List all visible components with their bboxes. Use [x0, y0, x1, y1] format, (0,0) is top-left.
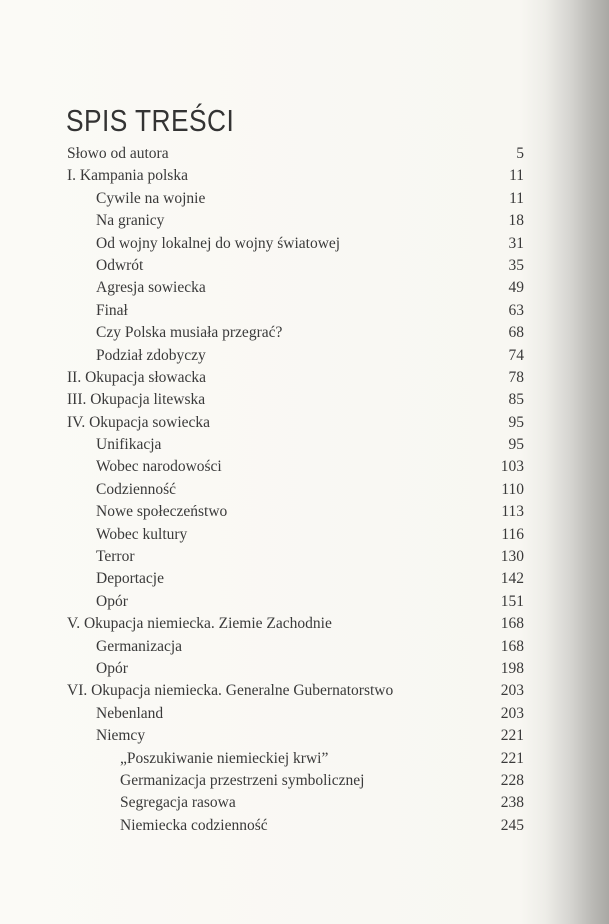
toc-entry: [0, 167, 609, 189]
toc-entry-page-number: 221: [500, 749, 524, 767]
toc-entry-page-number: 49: [508, 279, 524, 297]
toc-entry: [0, 481, 609, 503]
toc-entry-title: VI. Okupacja niemiecka. Generalne Gubernatorstwo: [67, 682, 394, 700]
toc-entry-title: Odwrót: [96, 256, 144, 274]
toc-entry-page-number: 110: [501, 480, 524, 498]
toc-entry-title: „Poszukiwanie niemieckiej krwi”: [120, 749, 329, 767]
toc-entry-title: Agresja sowiecka: [96, 279, 206, 297]
toc-entry: [0, 593, 609, 615]
toc-entry: [0, 638, 609, 660]
toc-entry: [0, 145, 609, 167]
toc-entry-title: Cywile na wojnie: [96, 189, 206, 207]
toc-entry: [0, 302, 609, 324]
toc-entry: [0, 190, 609, 212]
toc-entry-page-number: 151: [500, 592, 524, 610]
toc-entry: [0, 682, 609, 704]
toc-entry-title: V. Okupacja niemiecka. Ziemie Zachodnie: [67, 615, 332, 633]
toc-entry-page-number: 85: [508, 391, 524, 409]
toc-entry-title: Unifikacja: [96, 436, 162, 454]
toc-entry: [0, 257, 609, 279]
toc-entry-page-number: 5: [516, 145, 524, 162]
toc-entry-title: Germanizacja: [96, 637, 183, 655]
toc-entry-title: I. Kampania polska: [67, 167, 188, 185]
toc-entry-page-number: 74: [508, 346, 524, 364]
toc-entry: [0, 212, 609, 234]
toc-entry-title: Wobec narodowości: [96, 458, 222, 476]
table-of-contents: [0, 145, 609, 839]
toc-entry: [0, 548, 609, 570]
toc-entry-page-number: 31: [508, 234, 524, 252]
toc-entry: [0, 391, 609, 413]
toc-entry-page-number: 130: [500, 548, 524, 566]
toc-entry-page-number: 203: [500, 682, 524, 700]
toc-entry-page-number: 113: [501, 503, 524, 521]
toc-entry-title: Deportacje: [96, 570, 164, 588]
toc-entry-page-number: 245: [500, 816, 524, 834]
toc-entry-title: Niemcy: [96, 727, 146, 745]
toc-entry: [0, 794, 609, 816]
toc-entry-title: Nowe społeczeństwo: [96, 503, 228, 521]
toc-entry-page-number: 35: [508, 256, 524, 274]
toc-entry: [0, 369, 609, 391]
toc-entry-title: III. Okupacja litewska: [67, 391, 206, 409]
toc-entry: [0, 436, 609, 458]
toc-entry-page-number: 103: [500, 458, 524, 476]
page-title: SPIS TREŚCI: [66, 102, 235, 138]
toc-entry-title: Segregacja rasowa: [120, 794, 236, 812]
toc-entry: [0, 817, 609, 839]
toc-entry-page-number: 18: [508, 212, 524, 230]
toc-entry: [0, 458, 609, 480]
toc-entry: [0, 750, 609, 772]
toc-entry-title: Codzienność: [96, 480, 177, 498]
toc-entry: [0, 615, 609, 637]
toc-entry: [0, 414, 609, 436]
toc-entry-title: Czy Polska musiała przegrać?: [96, 324, 283, 342]
toc-entry-page-number: 11: [509, 189, 524, 207]
toc-entry: [0, 727, 609, 749]
toc-entry-page-number: 168: [500, 615, 524, 633]
toc-entry-page-number: 221: [500, 727, 524, 745]
toc-entry: [0, 772, 609, 794]
toc-entry-page-number: 68: [508, 324, 524, 342]
toc-entry-page-number: 63: [508, 301, 524, 319]
toc-entry: [0, 570, 609, 592]
toc-entry-title: Germanizacja przestrzeni symbolicznej: [120, 771, 365, 789]
toc-entry: [0, 660, 609, 682]
toc-entry-title: Opór: [96, 659, 128, 677]
toc-entry-page-number: 238: [500, 794, 524, 812]
toc-entry: [0, 503, 609, 525]
toc-entry-title: Na granicy: [96, 212, 165, 230]
toc-entry-page-number: 228: [500, 771, 524, 789]
toc-entry-title: Podział zdobyczy: [96, 346, 206, 364]
toc-entry-title: II. Okupacja słowacka: [67, 368, 207, 386]
toc-entry-title: IV. Okupacja sowiecka: [67, 413, 211, 431]
toc-entry-title: Nebenland: [96, 704, 164, 722]
toc-entry-page-number: 11: [509, 167, 524, 185]
toc-entry: [0, 705, 609, 727]
toc-entry-page-number: 116: [501, 525, 524, 543]
toc-entry-page-number: 142: [500, 570, 524, 588]
toc-entry-page-number: 78: [508, 368, 524, 386]
toc-entry-page-number: 95: [508, 413, 524, 431]
toc-entry: [0, 526, 609, 548]
toc-entry: [0, 279, 609, 301]
toc-entry-title: Terror: [96, 548, 135, 566]
toc-entry-page-number: 168: [500, 637, 524, 655]
toc-entry: [0, 347, 609, 369]
toc-entry-page-number: 198: [500, 659, 524, 677]
toc-entry-title: Wobec kultury: [96, 525, 188, 543]
toc-entry-page-number: 95: [508, 436, 524, 454]
toc-entry: [0, 235, 609, 257]
toc-entry-title: Niemiecka codzienność: [120, 816, 268, 834]
toc-entry: [0, 324, 609, 346]
toc-entry-page-number: 203: [500, 704, 524, 722]
toc-entry-title: Finał: [96, 301, 128, 319]
toc-entry-title: Od wojny lokalnej do wojny światowej: [96, 234, 341, 252]
toc-entry-title: Opór: [96, 592, 128, 610]
toc-entry-title: Słowo od autora: [67, 145, 169, 162]
